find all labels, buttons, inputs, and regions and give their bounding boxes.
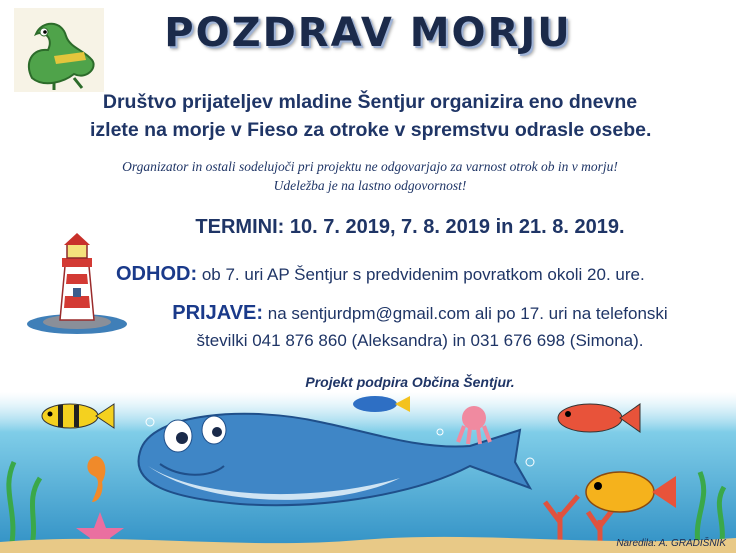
departure-label: ODHOD: xyxy=(116,263,198,285)
registration-label: PRIJAVE: xyxy=(172,302,264,324)
credit-note: Naredila: A. GRADIŠNIK xyxy=(616,538,726,549)
departure-text: ob 7. uri AP Šentjur s predvidenim povratkom okoli 20. ure. xyxy=(197,265,645,284)
notice-line: Udeležba je na lastno odgovornost! xyxy=(273,178,467,193)
registration-line: številki 041 876 860 (Aleksandra) in 031 676 698 (Simona). xyxy=(196,331,644,350)
registration-info xyxy=(140,300,700,354)
sponsor-note: Projekt podpira Občina Šentjur. xyxy=(305,374,515,390)
departure-info xyxy=(116,263,645,286)
notice-line: Organizator in ostali sodelujoči pri projektu ne odgovarjajo za varnost otrok ob in v morju! xyxy=(122,159,618,174)
intro-line: Društvo prijateljev mladine Šentjur organizira eno dnevne xyxy=(102,91,638,113)
poster-title: POZDRAV MORJU xyxy=(164,10,572,56)
underwater-scene xyxy=(0,392,736,553)
registration-line xyxy=(140,300,700,327)
registration-text: na sentjurdpm@gmail.com ali po 17. uri na telefonski xyxy=(263,304,668,323)
intro-text xyxy=(90,88,650,144)
safety-notice xyxy=(90,157,650,195)
intro-line: izlete na morje v Fieso za otroke v spremstvu odrasle osebe. xyxy=(90,119,652,141)
trip-dates: TERMINI: 10. 7. 2019, 7. 8. 2019 in 21. 8. 2019. xyxy=(195,216,625,238)
